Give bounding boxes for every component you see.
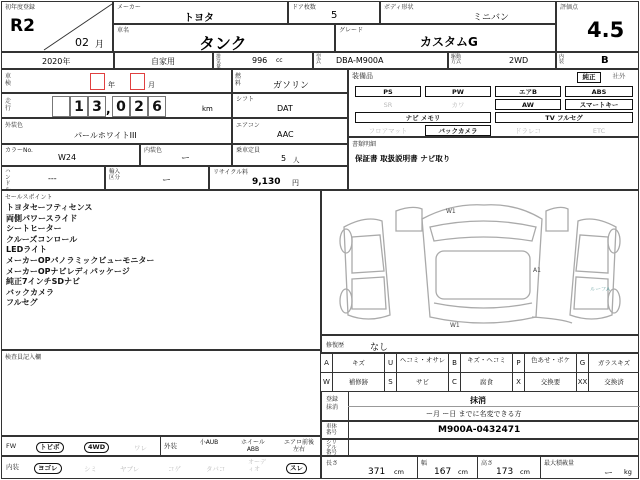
- capacity-cell: [232, 144, 348, 166]
- damage-a1: A1: [533, 267, 541, 274]
- max-load-unit: kg: [624, 468, 632, 476]
- exterior-color-cell: [1, 118, 232, 144]
- drive-cell: [448, 52, 556, 69]
- model-code-cell: [313, 52, 448, 69]
- equip-dashcam: ドラレコ: [515, 127, 541, 135]
- fw-ext-aero: エアロ前後左右: [283, 439, 314, 453]
- inspection-cell: [1, 69, 232, 93]
- grade-label: グレード: [339, 27, 364, 34]
- legend-value: 腐食: [461, 373, 513, 392]
- registration-inner-line: [348, 406, 640, 407]
- first-reg-month-unit: 月: [95, 40, 105, 50]
- dims-divider-1: [417, 457, 418, 478]
- height-value: 173: [496, 467, 514, 477]
- exterior-color-value: パールホワイトIII: [74, 131, 137, 140]
- repair-label: 修復歴: [326, 342, 345, 349]
- displacement-unit: cc: [276, 57, 283, 64]
- length-value: 371: [368, 467, 386, 477]
- grade-cell: [335, 24, 556, 52]
- legend-value: 補修跡: [333, 373, 385, 392]
- sales-point-item: メーカーOPナビレディパッケージ: [6, 266, 130, 276]
- legend-key: W: [321, 373, 333, 392]
- sales-point-item: 純正7インチSDナビ: [6, 277, 80, 287]
- first-reg-era: R2: [10, 16, 35, 36]
- grade-value: カスタムG: [420, 35, 478, 49]
- legend-key: G: [577, 354, 589, 373]
- serial-cell: [321, 439, 639, 456]
- model-cell: [113, 24, 335, 52]
- import-value: ー: [162, 176, 172, 186]
- equip-sr: SR: [383, 101, 393, 109]
- fuel-value: ガソリン: [273, 81, 310, 91]
- mileage-digit-4: 2: [130, 96, 148, 117]
- sales-point-item: バックカメラ: [6, 287, 54, 297]
- legend-key: P: [513, 354, 525, 373]
- legend-key: X: [513, 373, 525, 392]
- usage-value: 自家用: [151, 57, 175, 66]
- shift-label: シフト: [236, 96, 255, 103]
- mileage-digit-2: 3: [88, 96, 106, 117]
- color-no-cell: [1, 144, 140, 166]
- interior-grade-label: 内装: [559, 54, 565, 65]
- sales-point-item: シートヒーター: [6, 224, 62, 234]
- color-no-value: W24: [58, 153, 77, 162]
- inspector-label: 検査員記入欄: [5, 354, 42, 361]
- legend-value: 交換要: [525, 373, 577, 392]
- serial-divider: [348, 440, 349, 455]
- inspection-year-box[interactable]: [90, 73, 105, 90]
- legend-value: ヘコミ・オサレ: [397, 354, 449, 373]
- length-unit: cm: [394, 468, 404, 476]
- import-label: 輸入区分: [109, 169, 121, 181]
- fw-row: [1, 436, 321, 456]
- registration-value: 抹消: [470, 396, 486, 405]
- mileage-digit-1: 1: [70, 96, 88, 117]
- legend-row-1: [321, 353, 639, 372]
- recycle-value: 9,130: [252, 177, 281, 187]
- registration-deadline: ー月 ー日 までに名変できる方: [426, 410, 522, 418]
- equip-backcamera: バックカメラ: [425, 125, 491, 136]
- mileage-cell: [1, 93, 232, 118]
- import-cell: [105, 166, 209, 190]
- model-value: タンク: [199, 34, 247, 53]
- dims-divider-2: [477, 457, 478, 478]
- equip-tv-fullseg: TV フルセグ: [495, 112, 633, 123]
- handle-value: ---: [48, 174, 57, 183]
- damage-w1-top: W1: [446, 208, 456, 215]
- registration-label: 登録抹消: [326, 396, 339, 411]
- documents-panel: [348, 137, 639, 190]
- mileage-digit-3: 0: [112, 96, 130, 117]
- first-reg-month: 02: [75, 36, 89, 49]
- recycle-label: リサイクル料: [213, 169, 249, 176]
- sales-point-item: トヨタセーフティセンス: [6, 203, 93, 212]
- shift-value: DAT: [277, 104, 293, 113]
- width-label: 幅: [421, 460, 428, 467]
- handle-cell: [1, 166, 105, 193]
- drive-value: 2WD: [509, 56, 529, 65]
- fw-ext-small: 小AUB: [199, 439, 219, 446]
- width-value: 167: [434, 467, 452, 477]
- chassis-label: 車体番号: [326, 424, 338, 436]
- interior-grade-value: B: [601, 55, 609, 66]
- interior-item-tear: ヤブレ: [120, 465, 140, 473]
- legend-key: U: [385, 354, 397, 373]
- serial-label: シリアル番号: [326, 440, 338, 456]
- equip-abs: ABS: [565, 86, 633, 97]
- displacement-label: 排気量: [216, 54, 222, 70]
- interior-color-label: 内装色: [144, 147, 163, 154]
- fw-ext-wheel: ホイールABB: [241, 439, 265, 453]
- maker-label: メーカー: [117, 4, 141, 11]
- equip-smartkey: スマートキー: [565, 99, 633, 110]
- capacity-value: 5: [281, 154, 287, 163]
- fw-item-4wd: 4WD: [84, 442, 109, 453]
- mileage-unit: km: [202, 105, 213, 113]
- sales-point-item: フルセグ: [6, 298, 38, 308]
- chassis-cell: [321, 421, 639, 439]
- documents-value: 保証書 取扱説明書 ナビ取り: [355, 154, 451, 163]
- sales-point-item: LEDライト: [6, 245, 47, 255]
- interior-item-burn: コゲ: [168, 465, 181, 473]
- diagram-note: ルーフA: [590, 287, 610, 293]
- legend-value: ガラスキズ: [597, 359, 631, 367]
- interior-item-stain: シミ: [84, 465, 97, 473]
- score-cell: [556, 1, 639, 52]
- equip-leather: カワ: [451, 101, 465, 109]
- doors-value: 5: [331, 10, 338, 21]
- equip-etc: ETC: [592, 127, 606, 135]
- max-load-value: ー: [604, 469, 614, 479]
- sales-point-item: メーカーOPパノラミックビューモニター: [6, 255, 155, 265]
- maker-value: トヨタ: [184, 13, 214, 24]
- doors-cell: [288, 1, 380, 24]
- fuel-cell: [232, 69, 348, 93]
- fw-item-crack: ワレ: [134, 444, 147, 452]
- length-label: 長さ: [326, 460, 339, 467]
- interior-grade-cell: [556, 52, 639, 69]
- sales-point-item: 両側パワースライド: [6, 213, 78, 223]
- handle-label: ハンドル: [5, 169, 11, 193]
- height-label: 高さ: [481, 460, 494, 467]
- drive-label: 駆動方式: [451, 54, 462, 65]
- sales-points-panel: [1, 190, 321, 350]
- car-outline-diagram: [322, 191, 638, 334]
- interior-color-cell: [140, 144, 232, 166]
- legend-key: XX: [577, 373, 589, 392]
- legend-key: S: [385, 373, 397, 392]
- repair-cell: [321, 335, 639, 353]
- equipment-label: 装備品: [352, 72, 373, 80]
- sales-point-item: クルーズコンロール: [6, 234, 78, 244]
- mileage-digit-box-0: [52, 96, 70, 117]
- aircon-value: AAC: [277, 130, 294, 139]
- equip-airbag: エアB: [495, 86, 561, 97]
- equipment-panel: [348, 69, 639, 137]
- model-label: 車名: [117, 27, 130, 34]
- score-value: 4.5: [587, 18, 625, 42]
- legend-value: キズ・ヘコミ: [461, 354, 513, 373]
- inspection-month-box[interactable]: [130, 73, 145, 90]
- fw-label: FW: [6, 442, 17, 450]
- recycle-unit: 円: [292, 179, 299, 187]
- exterior-color-label: 外装色: [5, 122, 24, 129]
- equip-navi-memory: ナビ メモリ: [355, 112, 491, 123]
- body-cell: [380, 1, 556, 24]
- fw-item-tobi: トビボ: [36, 442, 64, 453]
- interior-color-value: ー: [181, 154, 191, 164]
- aircon-cell: [232, 118, 348, 144]
- legend-key: C: [449, 373, 461, 392]
- interior-item-tobacco: タバコ: [206, 465, 226, 473]
- equip-floormat: フロアマット: [368, 127, 408, 135]
- capacity-label: 乗車定員: [236, 147, 261, 154]
- legend-key: A: [321, 354, 333, 373]
- documents-label: 書類明細: [352, 141, 377, 148]
- model-year: 2020年: [42, 57, 71, 66]
- fw-divider: [160, 437, 161, 455]
- dimensions-row: [321, 456, 639, 479]
- aftermarket-badge: 社外: [612, 72, 626, 80]
- body-label: ボディ形状: [384, 4, 414, 11]
- body-value: ミニバン: [473, 13, 510, 23]
- damage-w1-bottom: W1: [450, 322, 460, 329]
- interior-item-dirt: ヨゴレ: [34, 463, 62, 474]
- shift-cell: [232, 93, 348, 118]
- inspection-year-unit: 年: [108, 81, 115, 89]
- recycle-cell: [209, 166, 348, 190]
- chassis-divider: [348, 422, 349, 438]
- model-year-cell: [1, 52, 114, 69]
- model-code-value: DBA-M900A: [336, 56, 384, 65]
- inspection-month-unit: 月: [148, 81, 155, 89]
- inspection-label: 車検: [5, 73, 12, 87]
- chassis-value: M900A-0432471: [438, 425, 521, 435]
- inspector-panel: [1, 350, 321, 436]
- interior-item-audio: オーディオ: [248, 459, 267, 473]
- displacement-value: 996: [252, 56, 268, 65]
- usage-cell: [114, 52, 213, 69]
- maker-cell: [113, 1, 288, 24]
- capacity-unit: 人: [293, 156, 300, 164]
- registration-cell: [321, 391, 639, 421]
- interior-row: [1, 456, 321, 479]
- equip-aw: AW: [495, 99, 561, 110]
- legend-value: 交換済: [604, 378, 624, 386]
- legend-value: サビ: [397, 373, 449, 392]
- mileage-digit-5: 6: [148, 96, 166, 117]
- sales-points-label: セールスポイント: [5, 194, 53, 201]
- model-code-label: 型式: [316, 54, 322, 65]
- mileage-label: 走行: [5, 98, 12, 112]
- repair-value: なし: [370, 343, 389, 353]
- legend-value: キズ: [333, 354, 385, 373]
- fw-ext-label: 外装: [164, 442, 177, 450]
- first-reg-label: 初年度登録: [5, 4, 36, 11]
- max-load-label: 最大積載量: [544, 460, 575, 467]
- legend-value: 色あせ・ボケ: [525, 354, 577, 373]
- interior-row-label: 内装: [6, 463, 19, 471]
- width-unit: cm: [458, 468, 468, 476]
- mileage-separator: ,: [106, 102, 111, 116]
- equip-ps: PS: [355, 86, 421, 97]
- genuine-badge: 純正: [577, 72, 601, 83]
- first-reg-cell: [1, 1, 113, 52]
- color-no-label: カラーNo.: [5, 147, 33, 154]
- sales-points-list: [6, 203, 154, 309]
- legend-row-2: [321, 372, 639, 391]
- dims-divider-3: [540, 457, 541, 478]
- displacement-cell: [213, 52, 313, 69]
- legend-key: B: [449, 354, 461, 373]
- interior-item-scuff: スレ: [286, 463, 307, 474]
- score-label: 評価点: [560, 4, 579, 11]
- car-diagram-panel: [321, 190, 639, 335]
- equip-pw: PW: [425, 86, 491, 97]
- height-unit: cm: [520, 468, 530, 476]
- fuel-label: 燃料: [235, 73, 242, 87]
- doors-label: ドア枚数: [292, 4, 316, 11]
- aircon-label: エアコン: [236, 122, 260, 129]
